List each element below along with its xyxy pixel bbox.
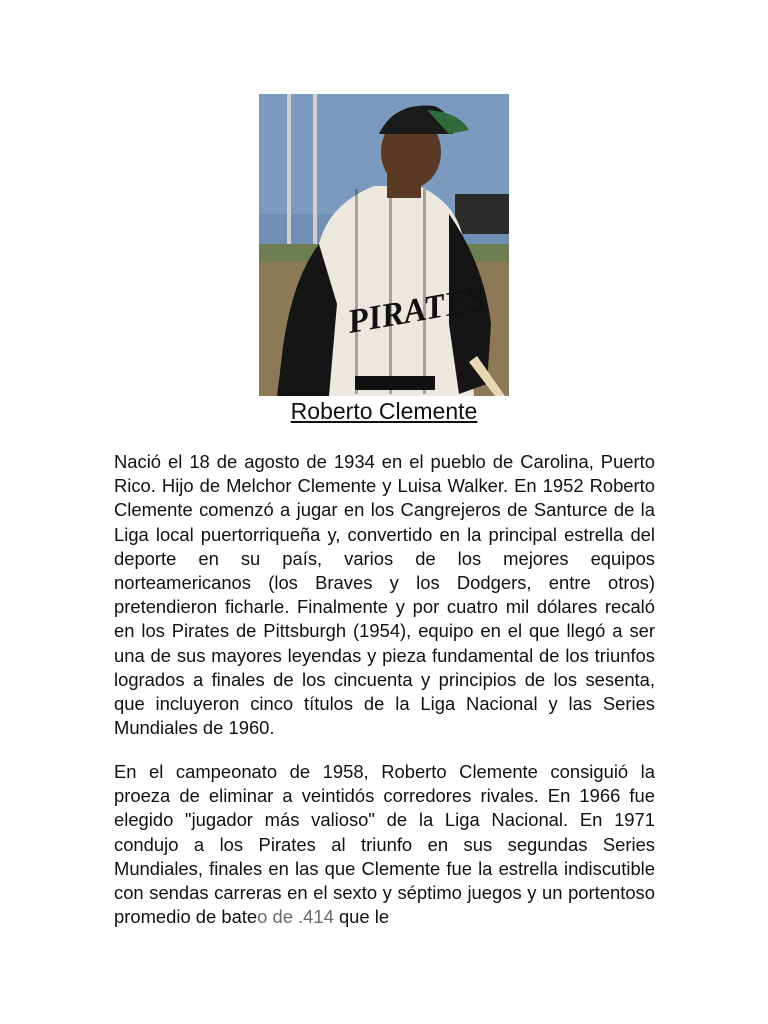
scoreboard — [455, 194, 509, 234]
paragraph-biography: Nació el 18 de agosto de 1934 en el pueblo de Carolina, Puerto Rico. Hijo de Melchor Clemente y Luisa Walker. En 1952 Roberto Clemente comenzó a jugar en los Cangrejeros de Santurce de la Liga local puertorriqueña y, convertido en la principal estrella del deporte en su país, varios de los mejores equipos norteamericanos (los Braves y los Dodgers, entre otros) pretendieron ficharle. Finalmente y por cuatro mil dólares recaló en los Pirates de Pittsburgh (1954), equipo en el que llegó a ser una de sus mayores leyendas y pieza fundamental de los triunfos logrados a finales de los cincuenta y principios de los sesenta, que incluyeron cinco títulos de la Liga Nacional y las Series Mundiales de 1960. — [114, 451, 655, 739]
player-photo — [259, 94, 509, 396]
belt — [355, 376, 435, 390]
jersey-pinstripe — [389, 189, 392, 394]
paragraph-career-text: En el campeonato de 1958, Roberto Clemente consiguió la proeza de eliminar a veintidós corredores rivales. En 1966 fue elegido "jugador más valioso" de la Liga Nacional. En 1971 condujo a los Pirates al triunfo en sus segundas Series Mundiales, finales en las que Clemente fue la estrella indiscutible con sendas carreras en el sexto y séptimo juegos y un portentoso promedio de bate — [114, 761, 655, 928]
page-title: Roberto Clemente — [290, 398, 478, 424]
jersey-pinstripe — [355, 189, 358, 394]
jersey-lettering: PIRATES — [344, 280, 489, 341]
paragraph-career — [114, 760, 655, 929]
paragraph-career-tail: que le — [333, 906, 390, 928]
paragraph-career-faded-text: o de .414 — [257, 906, 334, 928]
player-photo-illustration — [259, 94, 509, 396]
